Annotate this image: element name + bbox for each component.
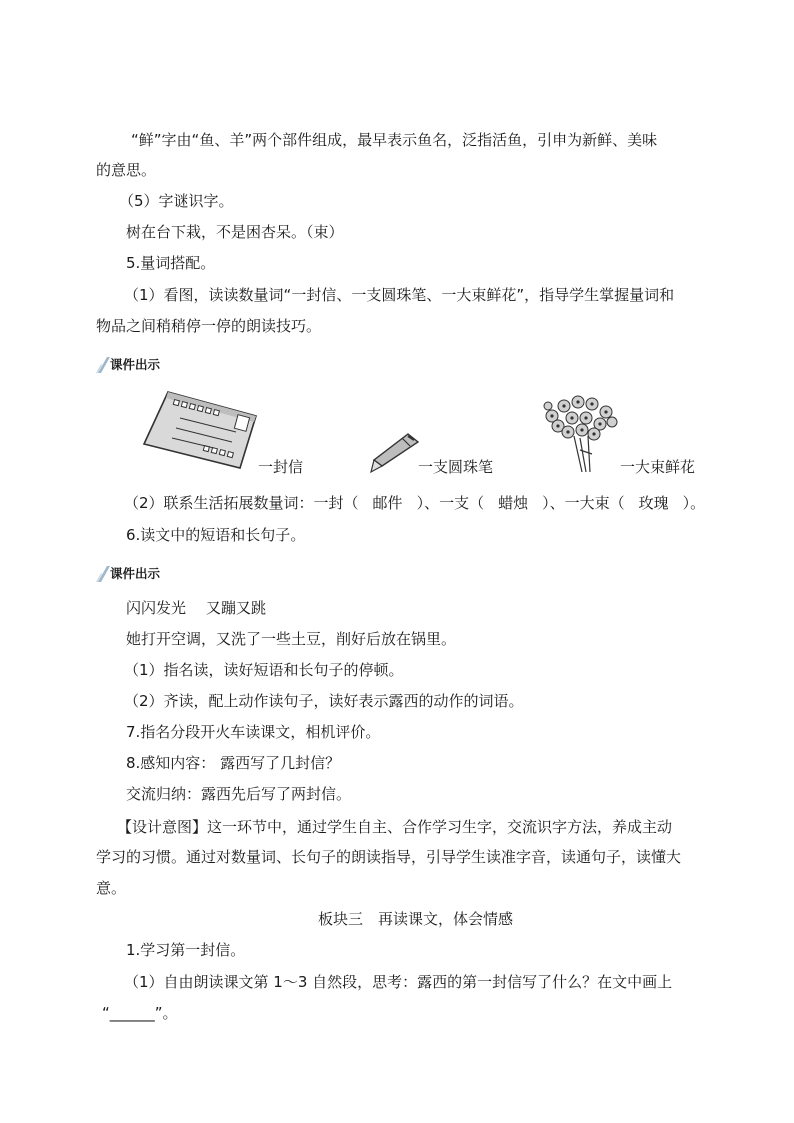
flower-bouquet-icon [540, 392, 622, 474]
caption-pen: 一支圆珠笔 [418, 458, 494, 476]
section-8-title: 8.感知内容： 露西写了几封信？ [126, 754, 341, 772]
paragraph-read-1: （1）指名读，读好短语和长句子的停顿。 [124, 661, 404, 679]
caption-letter: 一封信 [258, 458, 304, 476]
paragraph-first-letter-task-cont: “______”。 [102, 1004, 178, 1022]
courseware-tag-2: 课件出示 [110, 566, 161, 581]
paragraph-riddle: 树在台下栽，不是困杏呆。（束） [126, 223, 344, 241]
extension-mid-1: ）、一支（ [416, 494, 485, 512]
phrase-shining: 闪闪发光 [126, 599, 187, 617]
section-7-title: 7.指名分段开火车读课文，相机评价。 [126, 723, 381, 741]
paragraph-measure-words-cont: 物品之间稍稍停一停的朗读技巧。 [96, 317, 322, 335]
section-heading: 板块三 再读课文，体会情感 [318, 910, 514, 928]
paragraph-long-sentence: 她打开空调，又洗了一些土豆，削好后放在锅里。 [126, 630, 457, 648]
phrase-jumping: 又蹦又跳 [206, 599, 267, 617]
paragraph-xian-origin: “鲜”字由“鱼、羊”两个部件组成，最早表示鱼名，泛指活鱼，引申为新鲜、美味 [131, 131, 658, 149]
section-6-title: 6.读文中的短语和长句子。 [126, 526, 306, 544]
paragraph-summary: 交流归纳：露西先后写了两封信。 [126, 785, 352, 803]
answer-rose: 玫瑰 [638, 494, 669, 512]
tag-slash-icon [96, 566, 110, 582]
paragraph-measure-words: （1）看图，读读数量词“一封信、一支圆珠笔、一大束鲜花”，指导学生掌握量词和 [124, 286, 675, 304]
courseware-tag-1: 课件出示 [110, 357, 161, 372]
extension-end: ）。 [682, 494, 706, 512]
paragraph-first-letter-task: （1）自由朗读课文第 1～3 自然段，思考：露西的第一封信写了什么？在文中画上 [124, 973, 673, 991]
paragraph-design-intent-cont: 学习的习惯。通过对数量词、长句子的朗读指导，引导学生读准字音，读通句子，读懂大 [96, 848, 682, 866]
extension-prefix: （2）联系生活拓展数量词：一封（ [124, 494, 359, 512]
paragraph-extension [124, 493, 705, 513]
answer-candle: 蜡烛 [498, 494, 529, 512]
caption-flower: 一大束鲜花 [620, 458, 696, 476]
paragraph-read-2: （2）齐读，配上动作读句子，读好表示露西的动作的词语。 [124, 692, 524, 710]
paragraph-design-intent-end: 意。 [96, 879, 127, 897]
section-5-title: 5.量词搭配。 [126, 254, 216, 272]
subsection-1-title: 1.学习第一封信。 [126, 941, 246, 959]
answer-mail: 邮件 [372, 494, 403, 512]
tag-slash-icon [96, 357, 110, 373]
pen-icon [368, 432, 420, 474]
extension-mid-2: ）、一大束（ [542, 494, 625, 512]
envelope-icon [140, 388, 258, 472]
paragraph-design-intent: 【设计意图】这一环节中，通过学生自主、合作学习生字，交流识字方法，养成主动 [117, 818, 673, 836]
paragraph-xian-origin-cont: 的意思。 [96, 161, 157, 179]
phrases-line [126, 598, 266, 618]
paragraph-riddle-title: （5）字谜识字。 [119, 192, 234, 210]
